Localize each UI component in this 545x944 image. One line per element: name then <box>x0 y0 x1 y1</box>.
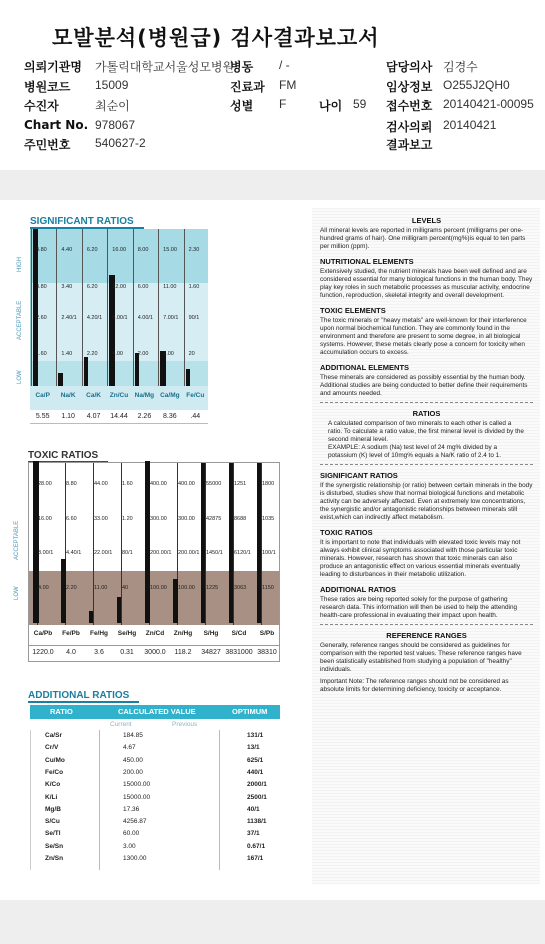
tick-label: 15.00 <box>163 247 177 253</box>
ratio-value: 1220.0 <box>32 649 54 656</box>
tick-label: 4.40/1 <box>66 550 82 556</box>
sex-value: F <box>279 97 287 111</box>
dept-value: FM <box>279 78 297 92</box>
tick-label: 3.80 <box>36 284 47 290</box>
ratio-value: 3831000 <box>225 649 253 656</box>
category-label: Ca/Mg <box>160 392 180 399</box>
table-row <box>31 806 281 817</box>
toxic-values-row <box>28 646 280 662</box>
ratio-value: 3.6 <box>94 649 104 656</box>
additional-elements-text: These minerals are considered as possibly essential by the human body. Additional studies are being conducted to better define their requirements and amounts needed. <box>320 374 528 397</box>
tick-label: 3.40 <box>61 284 73 290</box>
ward-label: 병동 <box>230 60 254 74</box>
ratio-name: S/Cu <box>45 818 60 826</box>
low-zone-label: LOW <box>17 370 23 384</box>
divider <box>320 464 533 465</box>
tick-label: 80/1 <box>122 550 133 556</box>
ratio-name: K/Li <box>45 793 58 801</box>
optimum-value: 0.67/1 <box>247 842 266 850</box>
req-org-label: 의뢰기관명 <box>24 60 82 74</box>
divider <box>320 402 533 403</box>
column-gridline <box>233 463 234 625</box>
optimum-value: 167/1 <box>247 855 264 862</box>
tick-label: 42875 <box>206 516 222 522</box>
significant-ratios-heading: SIGNIFICANT RATIOS <box>30 216 144 229</box>
toxic-ratios-chart <box>28 462 280 624</box>
toxic-ratios-info-heading: TOXIC RATIOS <box>320 528 373 537</box>
tick-label: 1.60 <box>188 284 200 290</box>
rrn-label: 주민번호 <box>24 138 71 152</box>
category-label: Na/K <box>60 392 76 399</box>
levels-text: All mineral levels are reported in milligrams percent (milligrams per one-hundred grams of hair). One milligram percent(mg%)is equal to ten parts per million (ppm). <box>320 227 526 250</box>
ratio-value: 38310 <box>257 649 277 656</box>
clinical-label: 임상정보 <box>386 80 433 94</box>
tick-label: 1225 <box>206 585 219 591</box>
patient-label: 수진자 <box>24 99 59 113</box>
additional-table-header <box>30 705 280 719</box>
table-row <box>31 769 281 780</box>
sub-current: Current <box>110 721 132 728</box>
tick-label: 200.00/1 <box>178 550 200 556</box>
category-label: S/Pb <box>259 630 275 637</box>
tick-label: 2.60 <box>36 315 47 321</box>
ratio-name: Fe/Co <box>45 768 64 776</box>
tick-label: 6.20 <box>86 247 98 253</box>
toxic-low-zone-band <box>29 571 279 625</box>
significant-values-row <box>30 410 208 424</box>
tick-label: 2.30 <box>188 247 200 253</box>
ratio-bar <box>117 597 121 623</box>
category-label: S/Cd <box>231 630 247 637</box>
ward-value: / - <box>279 58 290 72</box>
tick-label: 6.00 <box>137 284 149 290</box>
category-label: Ca/Pb <box>33 630 53 637</box>
tick-label: 4.80 <box>36 247 47 253</box>
table-row <box>31 830 281 841</box>
tick-label: 8.00 <box>137 247 149 253</box>
current-value: 4.67 <box>123 744 136 752</box>
tick-label: 2.20 <box>86 351 98 357</box>
explanation-panel <box>312 208 540 884</box>
dept-label: 진료과 <box>230 80 265 94</box>
tick-label: 200.00/1 <box>150 550 172 556</box>
reference-ranges-text: Generally, reference ranges should be considered as guidelines for comparison with the reported test values. These reference ranges have been statistically established from studying a population of "healthy" individuals. <box>320 642 522 673</box>
current-value: 3.00 <box>123 842 136 850</box>
tick-label: 4.00/1 <box>137 315 153 321</box>
optimum-value: 2500/1 <box>247 793 267 801</box>
chart-no-value: 978067 <box>95 118 136 132</box>
column-gridline <box>184 229 185 397</box>
tick-label: 4.40 <box>61 247 73 253</box>
optimum-value: 40/1 <box>247 805 260 813</box>
tick-label: 1150 <box>262 585 274 591</box>
additional-ratios-info-heading: ADDITIONAL RATIOS <box>320 585 396 594</box>
table-row <box>31 818 281 829</box>
additional-ratios-info-text: These ratios are being reported solely for the purpose of gathering research data. This information will then be used to help the attending health-care professional in evaluating their impact upon health. <box>320 596 518 619</box>
tick-label: 44.00 <box>94 481 108 487</box>
ratios-heading: RATIOS <box>412 409 441 418</box>
tick-label: 16.00 <box>38 516 52 522</box>
tick-label: 8688 <box>234 516 247 522</box>
tick-label: 11.00 <box>163 284 177 290</box>
tick-label: 2.00 <box>137 351 149 357</box>
tick-label: 12.00 <box>112 284 127 290</box>
ratio-bar <box>229 463 233 623</box>
table-row <box>31 843 281 854</box>
column-gridline <box>133 229 134 397</box>
tick-label: 1450/1 <box>206 550 223 556</box>
ratio-name: Cu/Mo <box>45 756 65 764</box>
ratio-bar <box>61 559 66 623</box>
ratio-bar <box>109 275 115 397</box>
ratio-value: 4.0 <box>66 649 76 656</box>
ratio-value: 8.36 <box>163 413 177 420</box>
ratio-bar <box>201 463 205 623</box>
sex-label: 성별 <box>230 99 254 113</box>
category-label: Fe/Hg <box>89 630 109 637</box>
toxic-ratios-info-text: It is important to note that individuals with elevated toxic levels may not always exhibit clinical symptoms associated with those particular toxic minerals. However, research has shown that toxic minerals can also produce an antagonistic effect on various essential minerals eventually leading to disturbances in their metabolic utilization. <box>320 539 521 578</box>
high-zone-band <box>31 229 208 283</box>
ratios-example: EXAMPLE: A sodium (Na) test level of 24 mg% divided by a potassium (K) level of 10mg% equals a Na/K ratio of 2.4 to 1. <box>328 444 501 459</box>
toxic-ratios-heading: TOXIC RATIOS <box>28 450 108 463</box>
toxic-elements-heading: TOXIC ELEMENTS <box>320 306 386 315</box>
doctor-label: 담당의사 <box>386 60 433 74</box>
current-value: 17.36 <box>123 805 140 813</box>
ratio-value: 2.26 <box>137 413 152 420</box>
tick-label: 1800 <box>262 481 275 487</box>
significant-ratios-info-heading: SIGNIFICANT RATIOS <box>320 471 398 480</box>
current-value: 184.85 <box>123 732 143 739</box>
column-gridline <box>31 229 32 397</box>
current-value: 1300.00 <box>123 855 147 862</box>
category-label: Ca/K <box>86 392 101 399</box>
current-value: 15000.00 <box>123 781 151 789</box>
tick-label: 1251 <box>234 481 247 487</box>
tick-label: 20 <box>188 351 195 357</box>
ratio-value: 1.10 <box>61 413 75 420</box>
tick-label: 7.00/1 <box>163 315 179 321</box>
toxic-acceptable-label: ACCEPTABLE <box>14 520 20 560</box>
ratio-name: Se/Tl <box>45 830 61 838</box>
tick-label: 33.00 <box>94 516 108 522</box>
ratio-value: 14.44 <box>110 413 128 420</box>
tick-label: 400.00 <box>178 481 195 487</box>
ratio-bar <box>257 463 261 623</box>
ratio-value: 34827 <box>201 649 221 656</box>
tick-label: 100/1 <box>262 550 276 556</box>
ratio-name: Ca/Sr <box>45 732 62 739</box>
tick-label: 6.20 <box>86 284 98 290</box>
additional-elements-heading: ADDITIONAL ELEMENTS <box>320 363 410 372</box>
tick-label: 6.60 <box>66 516 77 522</box>
tick-label: 11.00 <box>94 585 108 591</box>
clinical-value: O255J2QH0 <box>443 78 510 92</box>
category-label: Zn/Hg <box>173 630 193 637</box>
table-row <box>31 732 281 743</box>
important-note-text: Important Note: The reference ranges should not be considered as absolute limits for determining deficiency, toxicity or acceptance. <box>320 678 509 693</box>
category-label: Na/Mg <box>134 392 155 399</box>
current-value: 60.00 <box>123 830 140 838</box>
column-gridline <box>261 463 262 625</box>
ratios-text: A calculated comparison of two minerals to each other is called a ratio. To calculate a ratio value, the first mineral level is divided by the second mineral level. <box>328 420 524 443</box>
column-gridline <box>93 463 94 625</box>
optimum-value: 625/1 <box>247 756 264 764</box>
tick-label: 6120/1 <box>234 550 251 556</box>
ratio-name: K/Co <box>45 781 61 789</box>
ratio-name: Mg/B <box>45 805 61 813</box>
tick-label: 3063 <box>234 585 247 591</box>
report-label: 결과보고 <box>386 138 433 152</box>
tick-label: 3.00 <box>163 351 174 357</box>
tick-label: 16.00 <box>112 247 127 253</box>
ratio-value: 3000.0 <box>144 649 166 656</box>
category-label: Se/Hg <box>117 630 137 637</box>
table-row <box>31 794 281 805</box>
optimum-value: 13/1 <box>247 744 260 752</box>
column-gridline <box>158 229 159 397</box>
table-row <box>31 855 281 866</box>
tick-label: 8.80 <box>66 481 77 487</box>
tick-label: 4.20/1 <box>86 315 103 321</box>
sub-previous: Previous <box>172 721 198 728</box>
category-label: Fe/Cu <box>186 392 205 399</box>
ratio-value: 5.55 <box>35 413 50 420</box>
patient-value: 최순이 <box>95 99 130 113</box>
tick-label: 55000 <box>206 481 222 487</box>
rrn-value: 540627-2 <box>95 136 146 150</box>
toxic-elements-text: The toxic minerals or "heavy metals" are well-known for their interference upon normal biochemical function. They are commonly found in the environment and therefore are present to some degree, in all biological systems. However, these metals clearly pose a concern for toxicity when accumulation occurs to excess. <box>320 317 527 356</box>
category-label: Ca/P <box>35 392 50 399</box>
current-value: 4256.87 <box>123 818 147 826</box>
ratio-name: Cr/V <box>45 744 59 752</box>
optimum-value: 1138/1 <box>247 818 267 826</box>
additional-ratios-heading: ADDITIONAL RATIOS <box>28 690 139 703</box>
col-ratio-header: RATIO <box>50 707 73 716</box>
column-gridline <box>205 463 206 625</box>
table-row <box>31 781 281 792</box>
col-opt-header: OPTIMUM <box>232 707 268 716</box>
tick-label: 300.00 <box>178 516 195 522</box>
optimum-value: 131/1 <box>247 732 264 739</box>
current-value: 200.00 <box>123 768 143 776</box>
ratio-value: 0.31 <box>120 649 134 656</box>
category-label: Zn/Cd <box>145 630 165 637</box>
chart-no-label: Chart No. <box>24 118 89 132</box>
additional-subheader <box>30 719 280 730</box>
tick-label: 1.60 <box>122 481 133 487</box>
tick-label: 22.00/1 <box>94 550 113 556</box>
table-row <box>31 757 281 768</box>
req-date-label: 검사의뢰 <box>386 120 433 134</box>
table-row <box>31 744 281 755</box>
current-value: 450.00 <box>123 756 143 764</box>
tick-label: 8.00/1 <box>112 315 128 321</box>
significant-ratios-info-text: If the synergistic relationship (or ratio) between certain minerals in the body is disturbed, studies show that normal biological functions and metabolic activity can be adversely affected. Even at extremely low concentrations, the synergistic and/or antagonistic relationships between minerals still exist,which can indirectly affect metabolism. <box>320 482 533 521</box>
col-calc-header: CALCULATED VALUE <box>118 707 196 716</box>
column-gridline <box>121 463 122 625</box>
receipt-label: 접수번호 <box>386 99 433 113</box>
acceptable-zone-label: ACCEPTABLE <box>17 300 23 340</box>
levels-heading: LEVELS <box>411 216 442 225</box>
tick-label: 300.00 <box>150 516 167 522</box>
significant-categories-row <box>30 386 208 410</box>
ratio-value: .44 <box>190 413 201 420</box>
tick-label: 2.40/1 <box>61 315 77 321</box>
column-gridline <box>56 229 57 397</box>
nutritional-text: Extensively studied, the nutrient minerals have been well defined and are considered essential for many biological functions in the human body. They play key roles in such metabolic processes as muscular activity, endocrine function, reproduction, skeletal integrity and overall development. <box>320 268 533 299</box>
ratio-value: 4.07 <box>86 413 101 420</box>
tick-label: 1035 <box>262 516 275 522</box>
category-label: Fe/Pb <box>62 630 80 637</box>
ratio-name: Zn/Sn <box>45 855 64 862</box>
doctor-value: 김경수 <box>443 60 478 74</box>
tick-label: 8.00/1 <box>38 550 54 556</box>
ratio-value: 118.2 <box>174 649 192 656</box>
receipt-value: 20140421-00095 <box>443 97 534 111</box>
ratio-bar <box>33 229 38 397</box>
req-date-value: 20140421 <box>443 118 497 132</box>
hosp-code-value: 15009 <box>95 78 129 92</box>
tick-label: 400.00 <box>150 481 167 487</box>
ratio-name: Se/Sn <box>45 842 64 850</box>
optimum-value: 37/1 <box>247 830 260 838</box>
tick-label: 2.20 <box>66 585 77 591</box>
toxic-low-label: LOW <box>14 586 20 600</box>
additional-ratios-table <box>30 705 280 870</box>
high-zone-label: HIGH <box>17 257 23 272</box>
hosp-code-label: 병원코드 <box>24 80 71 94</box>
ratio-bar <box>89 611 93 623</box>
tick-label: 4.00 <box>38 585 49 591</box>
divider <box>320 624 533 625</box>
age-label: 나이 <box>319 99 343 113</box>
tick-label: 40 <box>122 585 129 591</box>
tick-label: 100.00 <box>178 585 195 591</box>
optimum-value: 440/1 <box>247 768 264 776</box>
acceptable-zone-band <box>31 283 208 361</box>
tick-label: 1.60 <box>36 351 47 357</box>
tick-label: 1.20 <box>122 516 133 522</box>
reference-ranges-heading: REFERENCE RANGES <box>386 631 467 640</box>
tick-label: 100.00 <box>150 585 167 591</box>
additional-rows <box>30 730 280 870</box>
age-value: 59 <box>353 97 367 111</box>
column-gridline <box>107 229 108 397</box>
significant-ratios-chart <box>30 229 208 397</box>
page-title: 모발분석(병원급) 검사결과보고서 <box>52 26 380 50</box>
tick-label: 28.00 <box>38 481 52 487</box>
toxic-categories-row <box>28 624 280 646</box>
tick-label: 4.00 <box>112 351 123 357</box>
nutritional-heading: NUTRITIONAL ELEMENTS <box>320 257 414 266</box>
req-org-value: 가톨릭대학교서울성모병원 <box>95 60 235 74</box>
category-label: S/Hg <box>203 630 219 637</box>
optimum-value: 2000/1 <box>247 781 267 789</box>
category-label: Zn/Cu <box>109 392 129 399</box>
column-gridline <box>82 229 83 397</box>
tick-label: 90/1 <box>188 315 200 321</box>
report-header <box>0 0 545 160</box>
current-value: 15000.00 <box>123 793 151 801</box>
tick-label: 1.40 <box>61 351 73 357</box>
